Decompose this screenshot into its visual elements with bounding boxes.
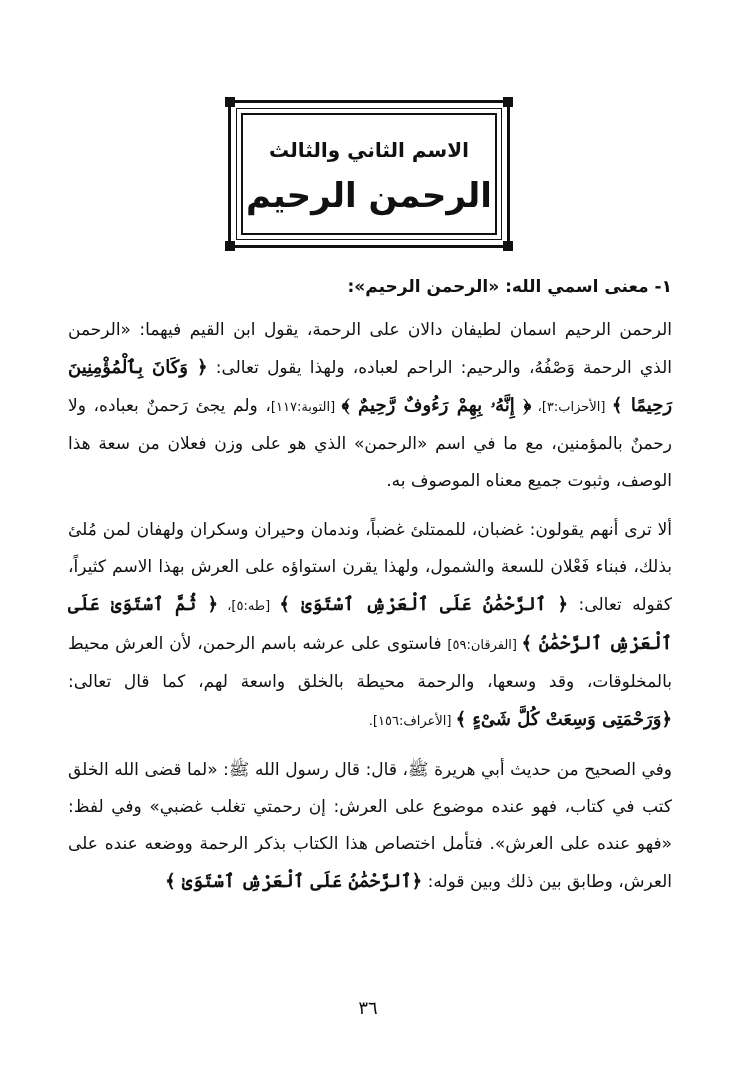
paragraph-text: ألا ترى أنهم يقولون: غضبان، للممتلئ غضباً، وندمان وحيران وسكران ولهفان لمن مُلئ بذلك، فبناء فَعْلان للسعة والشمول، ولهذا يقرن استواؤه على العرش بهذا الاسم كثيراً، كقوله تعالى: — [68, 520, 672, 615]
paragraph-text: فاستوى على عرشه باسم الرحمن، لأن العرش محيط بالمخلوقات، وقد وسعها، والرحمة محيطة بالخلق واسعة لهم، كما قال تعالى: — [68, 634, 672, 692]
paragraph-text: وفي الصحيح من حديث أبي هريرة ﷺ، قال: قال رسول الله ﷺ: «لما قضى الله الخلق كتب في كتاب، فهو عنده موضوع على العرش: إن رحمتي تغلب غضبي» وفي لفظ: «فهو عنده على العرش». فتأمل اختصاص هذا الكتاب بذكر الرحمة ووضعه عنده على العرش، وطابق بين ذلك وبين قوله: — [68, 760, 672, 892]
chapter-title-frame — [228, 100, 510, 248]
paragraph-2 — [68, 512, 672, 740]
page-body — [68, 272, 672, 913]
paragraph-1 — [68, 312, 672, 500]
verse-reference: [طه:٥]، — [218, 599, 280, 614]
paragraph-text: ، ولم يجئ رَحمنٌ بعباده، ولا رحمنٌ بالمؤمنين، مع ما في اسم «الرحمن» الذي هو على وزن فعلان من سعة هذا الوصف، وثبوت جميع معناه الموصوف به. — [68, 396, 672, 491]
verse-reference: [الأحزاب:٣]، — [531, 400, 612, 415]
verse-reference: [التوبة:١١٧] — [270, 400, 342, 415]
quran-verse: ﴿ وَكَانَ بِٱلْمُؤْمِنِينَ رَحِيمًا ﴾ — [68, 357, 673, 416]
paragraph-3 — [68, 752, 672, 901]
paragraph-text: الرحمن الرحيم اسمان لطيفان دالان على الرحمة، يقول ابن القيم فيهما: «الرحمن الذي الرحمة وَصْفُهُ، والرحيم: الراحم لعباده، ولهذا يقول تعالى: — [68, 320, 673, 378]
frame-corner-ornament — [503, 241, 513, 251]
chapter-title: الرحمن الرحيم — [246, 176, 492, 216]
frame-corner-ornament — [225, 241, 235, 251]
chapter-subtitle: الاسم الثاني والثالث — [269, 138, 469, 162]
page-number: ٣٦ — [358, 998, 378, 1019]
frame-corner-ornament — [503, 97, 513, 107]
section-heading: ١- معنى اسمي الله: «الرحمن الرحيم»: — [347, 277, 672, 297]
quran-verse: ﴿ ٱلرَّحْمَٰنُ عَلَى ٱلْعَرْشِ ٱسْتَوَىٰ ﴾ — [279, 594, 569, 615]
quran-verse: ﴿ ثُمَّ ٱسْتَوَىٰ عَلَى ٱلْعَرْشِ ٱلرَّحْمَٰنُ ﴾ — [68, 594, 672, 654]
chapter-title-block — [245, 117, 493, 231]
quran-verse: ﴿ٱلرَّحْمَٰنُ عَلَى ٱلْعَرْشِ ٱسْتَوَىٰ ﴾ — [165, 871, 423, 892]
quran-verse: ﴿ إِنَّهُۥ بِهِمْ رَءُوفٌ رَّحِيمٌ ﴾ — [341, 395, 532, 416]
frame-corner-ornament — [225, 97, 235, 107]
quran-verse: ﴿وَرَحْمَتِى وَسِعَتْ كُلَّ شَىْءٍ ﴾ — [455, 709, 672, 730]
verse-reference: [الفرقان:٥٩] — [447, 638, 522, 653]
verse-reference: [الأعراف:١٥٦]. — [368, 714, 456, 729]
